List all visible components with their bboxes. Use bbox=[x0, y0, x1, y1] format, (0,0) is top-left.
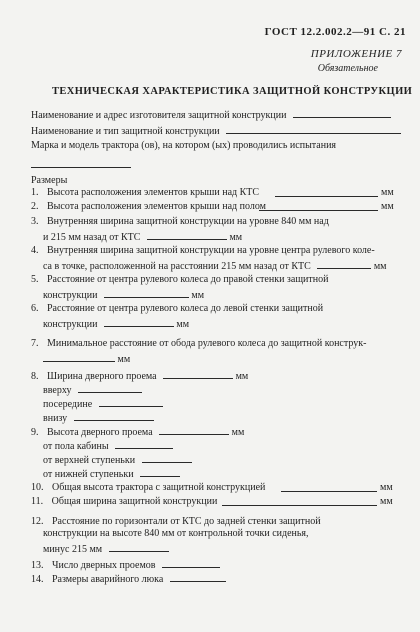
item-12-label: Расстояние по горизонтали от КТС до задней стенки защитной bbox=[52, 516, 321, 527]
item-9-floor-blank[interactable] bbox=[115, 439, 173, 449]
item-7-label: Минимальное расстояние от обода рулевого колеса до защитной конструк- bbox=[47, 338, 367, 349]
item-9-label: Высота дверного проема bbox=[47, 427, 153, 438]
item-11-unit: мм bbox=[380, 496, 393, 507]
item-10-label: Общая высота трактора с защитной конструкцией bbox=[52, 482, 266, 493]
sizes-heading: Размеры bbox=[31, 175, 68, 186]
item-9-upper-step-blank[interactable] bbox=[142, 453, 192, 463]
standard-header: ГОСТ 12.2.002.2—91 С. 21 bbox=[264, 26, 406, 38]
item-12-cont: конструкции на высоте 840 мм от контрольной точки сиденья, bbox=[43, 528, 309, 539]
item-2-blank[interactable] bbox=[259, 201, 378, 211]
item-7-cont bbox=[43, 352, 130, 366]
item-9-lower-step: от нижней ступеньки bbox=[43, 467, 180, 481]
item-8-bottom-blank[interactable] bbox=[74, 411, 154, 421]
item-9-lower-step-blank[interactable] bbox=[140, 467, 180, 477]
item-2-label: Высота расположения элементов крыши над полом bbox=[47, 201, 266, 212]
item-13-blank[interactable] bbox=[162, 558, 220, 568]
field-manufacturer-label: Наименование и адрес изготовителя защитной конструкции bbox=[31, 110, 287, 121]
item-9-blank[interactable] bbox=[159, 425, 229, 435]
mandatory-label: Обязательное bbox=[317, 63, 378, 74]
item-11-blank[interactable] bbox=[222, 496, 377, 506]
item-12-blank[interactable] bbox=[109, 542, 169, 552]
appendix-label: ПРИЛОЖЕНИЕ 7 bbox=[310, 48, 402, 60]
item-8: 8. Ширина дверного проема мм bbox=[31, 371, 249, 382]
item-4: 4. Внутренняя ширина защитной конструкции на уровне центра рулевого коле- bbox=[31, 245, 375, 256]
item-8-middle: посередине bbox=[43, 397, 163, 411]
item-8-blank[interactable] bbox=[163, 369, 233, 379]
item-8-unit: мм bbox=[235, 371, 249, 382]
item-10-unit: мм bbox=[380, 482, 393, 493]
item-6: 6. Расстояние от центра рулевого колеса до левой стенки защитной bbox=[31, 303, 324, 314]
field-tractor: Марка и модель трактора (ов), на котором (ых) проводились испытания bbox=[31, 140, 337, 151]
item-5: 5. Расстояние от центра рулевого колеса до правой стенки защитной bbox=[31, 274, 329, 285]
item-1-unit: мм bbox=[381, 187, 394, 198]
field-type bbox=[31, 124, 401, 138]
item-8-bottom: внизу bbox=[43, 411, 154, 425]
item-3: 3. Внутренняя ширина защитной конструкции на уровне 840 мм над bbox=[31, 216, 329, 227]
field-manufacturer bbox=[31, 108, 391, 122]
item-4-blank[interactable] bbox=[317, 259, 371, 269]
item-8-label: Ширина дверного проема bbox=[47, 371, 157, 382]
item-12-cont2: минус 215 мм bbox=[43, 542, 169, 556]
item-5-cont: конструкции мм bbox=[43, 290, 205, 301]
item-14-blank[interactable] bbox=[170, 572, 226, 582]
item-11: 11. Общая ширина защитной конструкции bbox=[31, 496, 218, 507]
item-9-upper-step: от верхней ступеньки bbox=[43, 453, 192, 467]
item-3-unit: мм bbox=[229, 232, 243, 243]
item-5-unit: мм bbox=[191, 290, 205, 301]
item-9: 9. Высота дверного проема мм bbox=[31, 427, 245, 438]
item-2-unit: мм bbox=[381, 201, 394, 212]
item-3-blank[interactable] bbox=[147, 230, 227, 240]
document-title: ТЕХНИЧЕСКАЯ ХАРАКТЕРИСТИКА ЗАЩИТНОЙ КОНСТРУКЦИИ bbox=[52, 86, 413, 97]
item-13-label: Число дверных проемов bbox=[52, 560, 156, 571]
item-8-top: вверху bbox=[43, 383, 142, 397]
field-tractor-blank[interactable] bbox=[31, 155, 131, 173]
item-10-blank[interactable] bbox=[281, 482, 377, 492]
item-1: 1. Высота расположения элементов крыши над КТС bbox=[31, 187, 260, 198]
item-6-cont: конструкции мм bbox=[43, 319, 190, 330]
item-12: 12. Расстояние по горизонтали от КТС до задней стенки защитной bbox=[31, 516, 321, 527]
item-4-unit: мм bbox=[373, 261, 387, 272]
item-7: 7. Минимальное расстояние от обода рулевого колеса до защитной конструк- bbox=[31, 338, 367, 349]
item-6-blank[interactable] bbox=[104, 317, 174, 327]
field-type-blank[interactable] bbox=[226, 124, 401, 134]
item-8-middle-blank[interactable] bbox=[99, 397, 163, 407]
item-5-blank[interactable] bbox=[104, 288, 189, 298]
item-7-unit: мм bbox=[117, 354, 131, 365]
item-2: 2. Высота расположения элементов крыши над полом bbox=[31, 201, 266, 212]
item-14: 14. Размеры аварийного люка bbox=[31, 572, 226, 586]
item-10: 10. Общая высота трактора с защитной конструкцией bbox=[31, 482, 266, 493]
item-11-label: Общая ширина защитной конструкции bbox=[51, 496, 218, 507]
item-4-cont: са в точке, расположенной на расстоянии 215 мм назад от КТС мм bbox=[43, 261, 387, 272]
item-4-label: Внутренняя ширина защитной конструкции на уровне центра рулевого коле- bbox=[47, 245, 375, 256]
item-1-label: Высота расположения элементов крыши над КТС bbox=[47, 187, 260, 198]
field-manufacturer-blank[interactable] bbox=[293, 108, 391, 118]
item-14-label: Размеры аварийного люка bbox=[52, 574, 164, 585]
item-6-unit: мм bbox=[176, 319, 190, 330]
item-9-floor: от пола кабины bbox=[43, 439, 173, 453]
field-type-label: Наименование и тип защитной конструкции bbox=[31, 126, 220, 137]
item-13: 13. Число дверных проемов bbox=[31, 558, 220, 572]
item-5-label: Расстояние от центра рулевого колеса до правой стенки защитной bbox=[47, 274, 329, 285]
item-3-cont: и 215 мм назад от КТС мм bbox=[43, 232, 243, 243]
item-7-blank[interactable] bbox=[43, 352, 115, 362]
item-8-top-blank[interactable] bbox=[78, 383, 142, 393]
item-3-label: Внутренняя ширина защитной конструкции на уровне 840 мм над bbox=[47, 216, 329, 227]
item-1-blank[interactable] bbox=[275, 187, 378, 197]
item-9-unit: мм bbox=[231, 427, 245, 438]
item-6-label: Расстояние от центра рулевого колеса до левой стенки защитной bbox=[47, 303, 324, 314]
